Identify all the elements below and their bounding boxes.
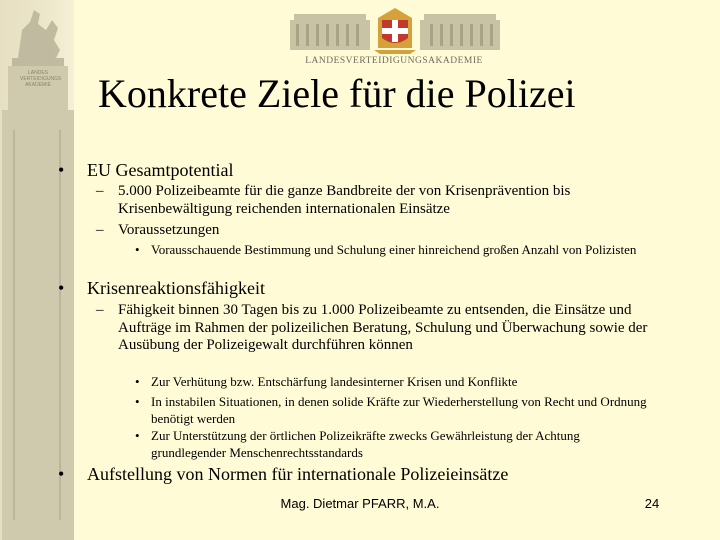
footer-author: Mag. Dietmar PFARR, M.A.	[280, 496, 440, 511]
bullet-dash-icon: –	[96, 222, 104, 238]
bullet-text: Zur Verhütung bzw. Entschärfung landesinterner Krisen und Konflikte	[151, 374, 518, 389]
bullet-text: 5.000 Polizeibeamte für die ganze Bandbreite der von Krisenprävention bis Krisenbewältigung reichenden internationalen Einsätze	[118, 183, 571, 217]
bullet-dash-icon: –	[96, 302, 104, 318]
bullet-text: Zur Unterstützung der örtlichen Polizeikräfte zwecks Gewährleistung der Achtung grundlegender Menschenrechtsstandards	[151, 428, 580, 460]
bullet-dot-icon: •	[135, 394, 140, 409]
bullet-text: EU Gesamtpotential	[87, 160, 234, 180]
bullet-dash-icon: –	[96, 183, 104, 199]
bullet-text: Krisenreaktionsfähigkeit	[87, 278, 265, 298]
bullet-dot-icon: •	[135, 374, 140, 389]
bullet-dot-icon: •	[58, 464, 65, 484]
bullet-text: Aufstellung von Normen für internationale Polizeieinsätze	[87, 464, 509, 484]
bullet-text: Voraussetzungen	[118, 222, 220, 238]
bullet-text: Vorausschauende Bestimmung und Schulung einer hinreichend großen Anzahl von Polizisten	[151, 242, 637, 257]
academy-building-icon	[290, 4, 500, 54]
bullet-dot-icon: •	[58, 160, 65, 180]
bullet-dot-icon: •	[58, 278, 65, 298]
badge-text: LANDES VERTEIDIGUNGS AKADEMIE	[20, 70, 62, 88]
bullet-text: In instabilen Situationen, in denen solide Kräfte zur Wiederherstellung von Recht und Ordnung benötigt werden	[151, 394, 647, 426]
bullet-dot-icon: •	[135, 242, 140, 257]
bullet-dot-icon: •	[135, 428, 140, 443]
page-number: 24	[644, 496, 660, 511]
left-decorative-band	[0, 0, 74, 540]
academy-name: LANDESVERTEIDIGUNGSAKADEMIE	[305, 56, 483, 66]
page-title: Konkrete Ziele für die Polizei	[98, 71, 576, 116]
bullet-text: Fähigkeit binnen 30 Tagen bis zu 1.000 Polizeibeamte zu entsenden, die Einsätze und Aufträge im Rahmen der polizeilichen Beratung, Schulung und Überwachung sowie der Ausübung der Polizeigewalt durchführen können	[118, 302, 648, 353]
